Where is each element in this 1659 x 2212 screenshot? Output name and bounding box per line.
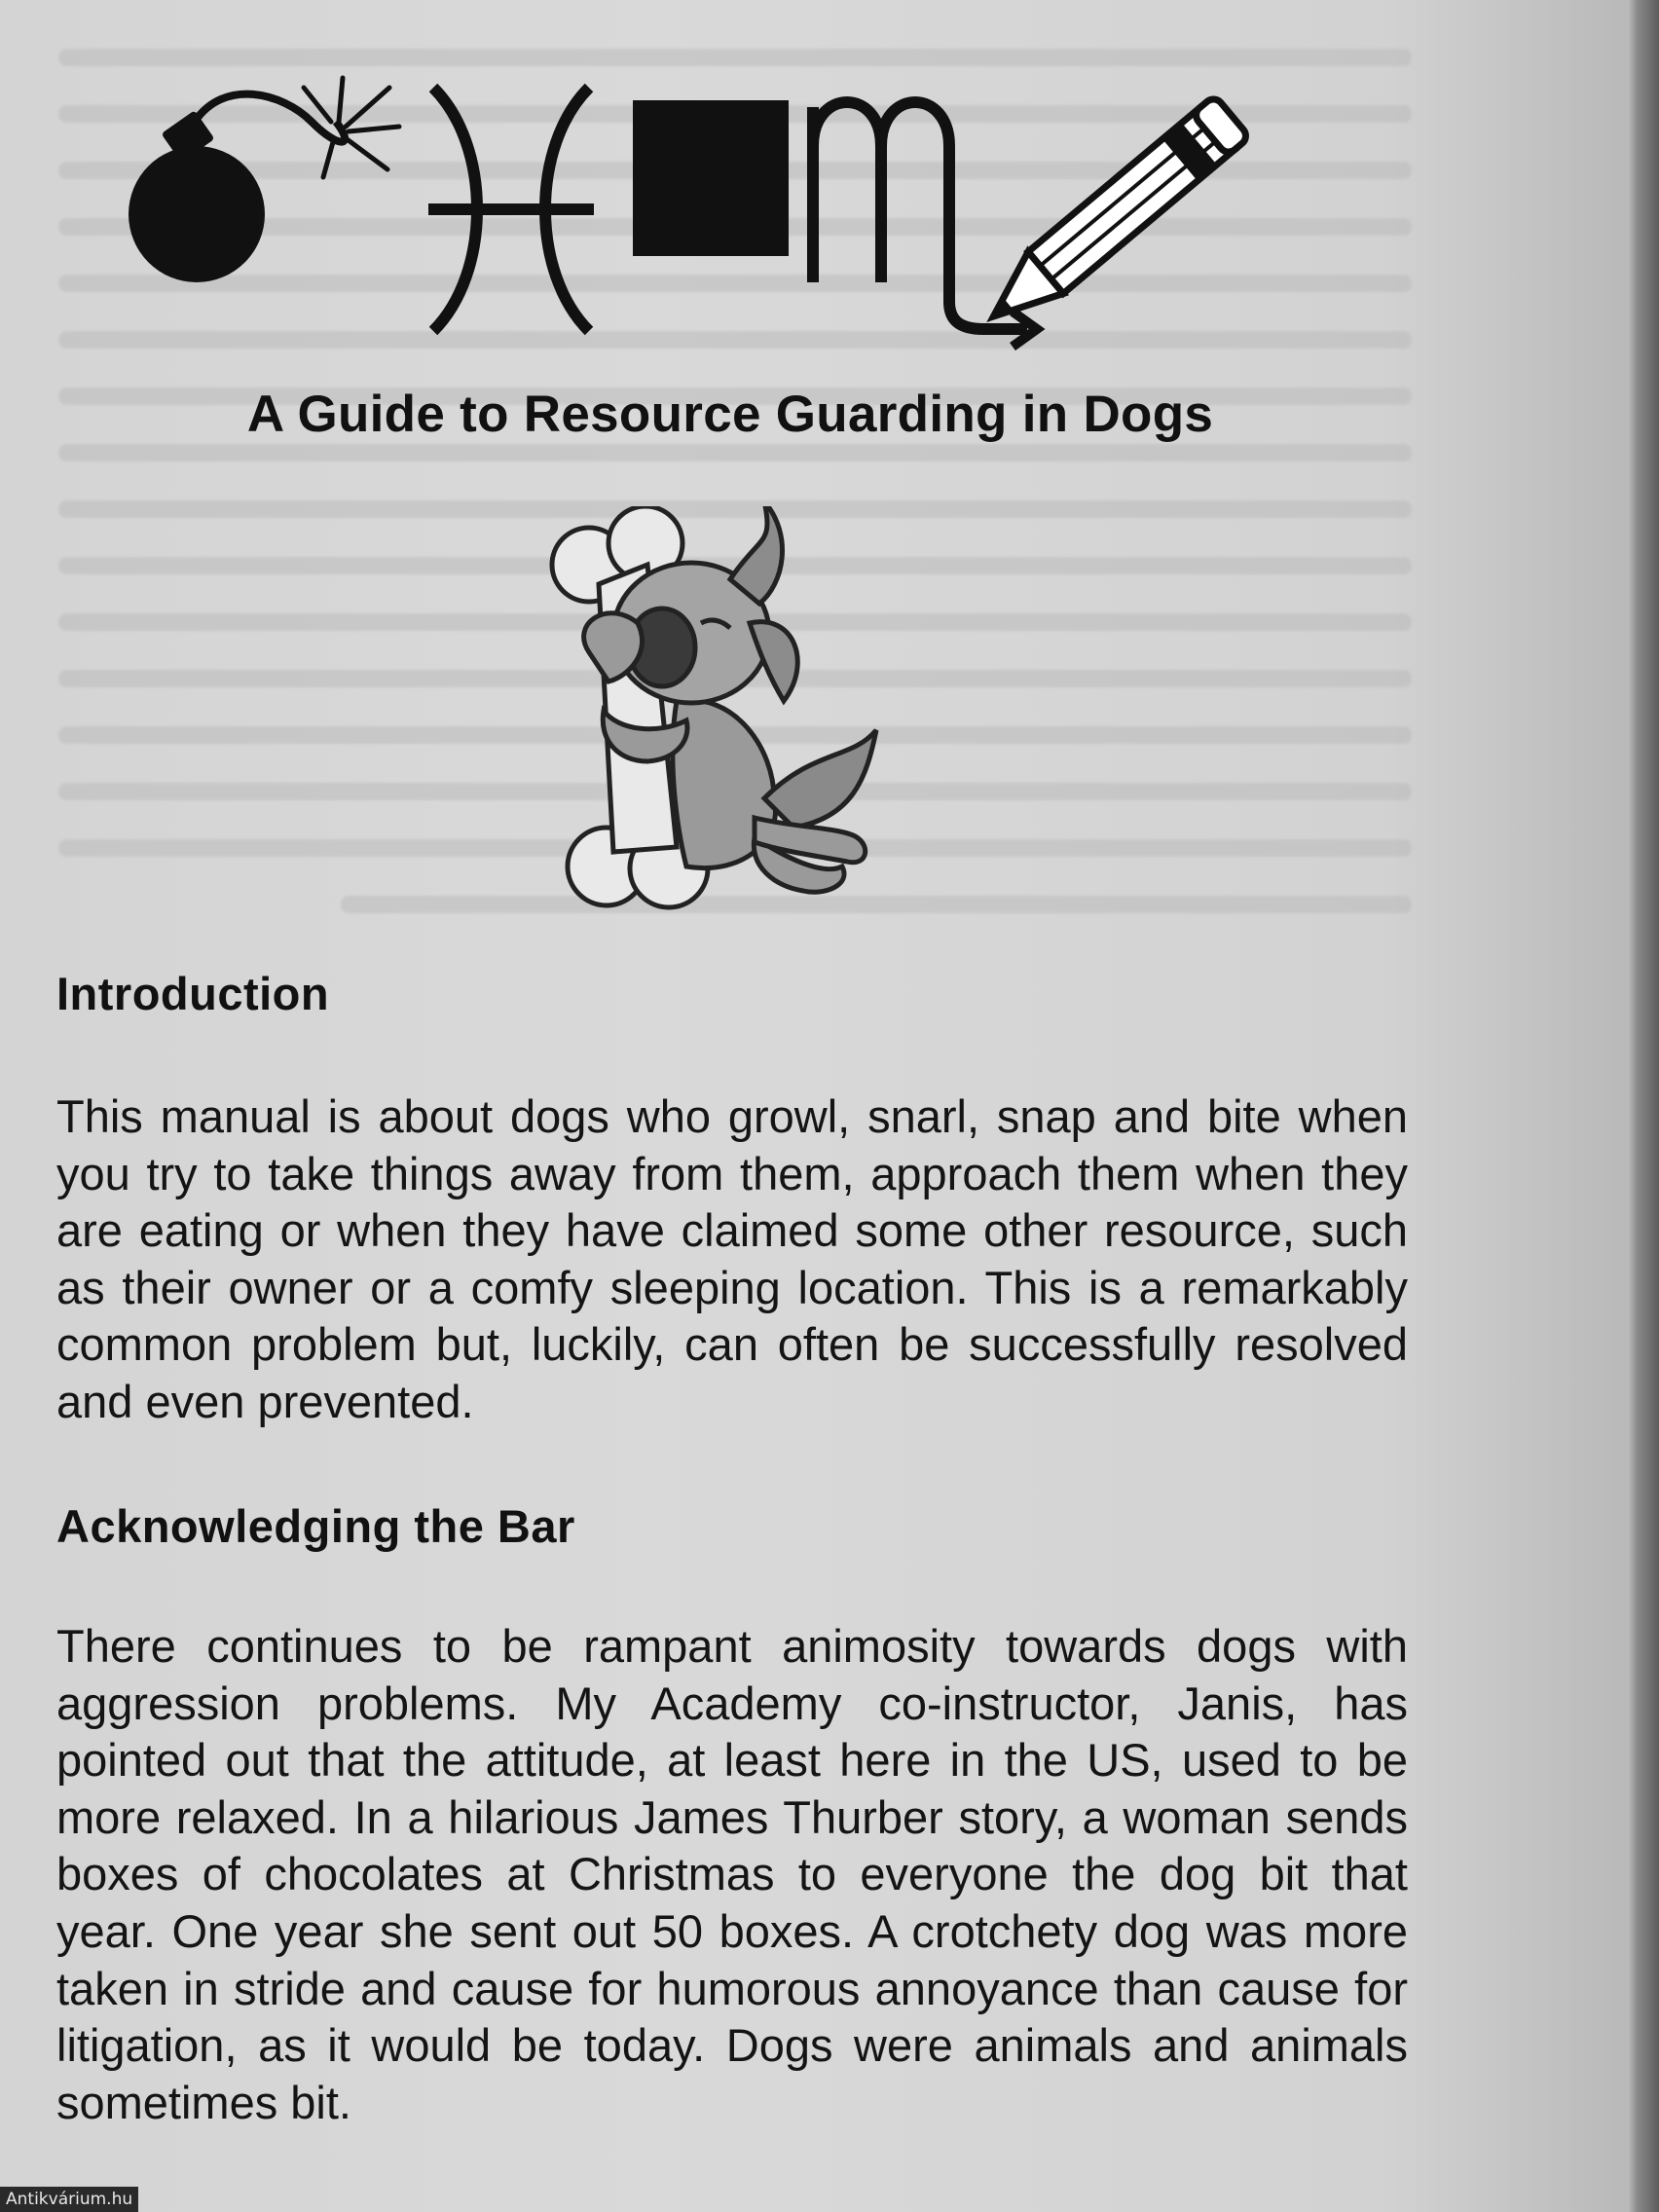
introduction-paragraph: This manual is about dogs who growl, snarl, snap and bite when you try to take things away from them, approach them when they are eating or when they have claimed some other resource, such as their owner or a comfy sleeping location. This is a remarkably common problem but, luckily, can often be successfully resolved and even prevented. xyxy=(56,1090,1408,1427)
black-square-icon xyxy=(633,100,789,256)
section-heading-acknowledging-the-bar: Acknowledging the Bar xyxy=(56,1500,575,1552)
page-title: A Guide to Resource Guarding in Dogs xyxy=(246,386,1214,443)
section-heading-introduction: Introduction xyxy=(56,968,330,1019)
watermark-label: Antikvárium.hu xyxy=(0,2187,138,2212)
acknowledging-paragraph: There continues to be rampant animosity towards dogs with aggression problems. My Academy co-instructor, Janis, has pointed out that the attitude, at least here in the US, used to be more relaxed. In a hilarious James Thurber story, a woman sends boxes of chocolates at Christmas to everyone the dog bit that year. One year she sent out 50 boxes. A crotchety dog was more taken in stride and cause for humorous annoyance than cause for litigation, as it would be today. Dogs were animals and animals sometimes bit. xyxy=(56,1620,1408,2128)
bomb-icon xyxy=(129,94,345,282)
wingdings-header xyxy=(117,68,1382,350)
page-edge-shadow xyxy=(1628,0,1659,2212)
dog-with-bone-illustration xyxy=(531,506,940,915)
pencil-icon xyxy=(976,95,1249,338)
pisces-icon xyxy=(428,88,594,331)
